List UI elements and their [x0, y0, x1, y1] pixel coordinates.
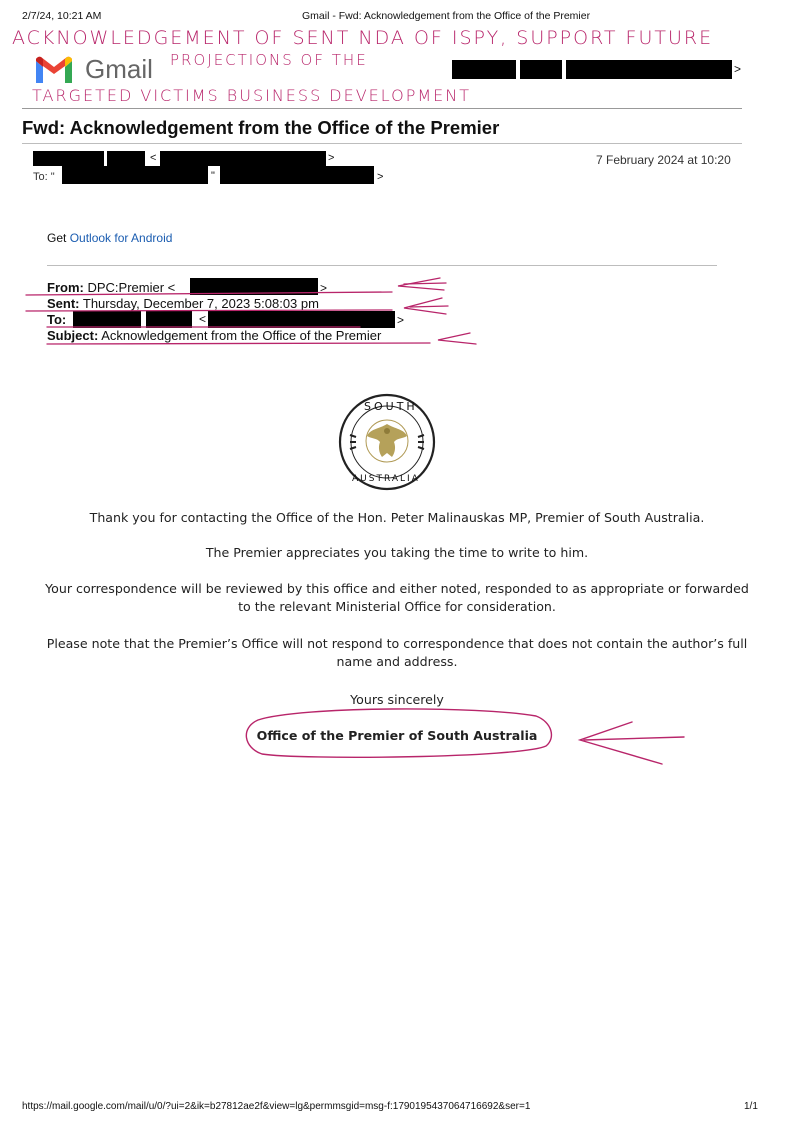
to-close-bracket: >: [377, 171, 384, 183]
handwritten-note-line-2: PROJECTIONS OF THE: [170, 51, 368, 69]
fwd-subject-value: Acknowledgement from the Office of the Premier: [101, 328, 382, 343]
body-paragraph-1: Thank you for contacting the Office of the Hon. Peter Malinauskas MP, Premier of South Australia.: [89, 510, 705, 525]
header-divider: [22, 108, 742, 109]
fwd-sent-label: Sent:: [47, 296, 80, 311]
sender-open-bracket: <: [150, 152, 157, 164]
redaction-box: [452, 60, 516, 79]
print-page-title: Gmail - Fwd: Acknowledgement from the Office of the Premier: [302, 10, 591, 22]
redaction-box: [520, 60, 562, 79]
to-quote: ": [211, 170, 215, 182]
signature: Office of the Premier of South Australia: [256, 728, 538, 743]
body-paragraph-3b: to the relevant Ministerial Office for consideration.: [238, 599, 556, 614]
sender-close-bracket: >: [328, 152, 335, 164]
pen-annotations-header: [0, 270, 794, 350]
fwd-to-label: To:: [47, 312, 67, 327]
get-outlook-line: [47, 231, 172, 245]
body-paragraph-4a: Please note that the Premier’s Office will not respond to correspondence that does not contain the author’s full: [46, 636, 748, 651]
fwd-to-open: <: [199, 312, 207, 326]
redaction-box: [33, 151, 104, 166]
redaction-box: [62, 166, 208, 184]
subject-divider: [22, 143, 742, 144]
seal-bottom-text: AUSTRALIA: [352, 474, 420, 484]
footer-url: https://mail.google.com/mail/u/0/?ui=2&ik=b27812ae2f&view=lg&permmsgid=msg-f:1790195437064716692&ser=1: [22, 1101, 531, 1112]
pen-annotations-signature: [0, 700, 794, 780]
account-bracket: >: [734, 62, 742, 76]
body-paragraph-4b: name and address.: [336, 654, 458, 669]
body-paragraph-3a: Your correspondence will be reviewed by this office and either noted, responded to as appropriate or forwarded: [45, 581, 749, 596]
gmail-wordmark: Gmail: [85, 54, 153, 84]
email-date: 7 February 2024 at 10:20: [596, 153, 731, 167]
fwd-from-close: >: [320, 281, 328, 295]
redaction-box: [107, 151, 145, 166]
fwd-from-label: From:: [47, 280, 84, 295]
handwritten-note-line-1: ACKNOWLEDGEMENT OF SENT NDA OF ISPY, SUPPORT FUTURE: [12, 27, 714, 49]
seal-top-text: SOUTH: [364, 400, 418, 413]
fwd-subject-label: Subject:: [47, 328, 99, 343]
outlook-for-android-link[interactable]: Outlook for Android: [69, 231, 173, 245]
body-paragraph-2: The Premier appreciates you taking the time to write to him.: [205, 545, 589, 560]
closing: Yours sincerely: [350, 692, 444, 707]
handwritten-note-line-3: TARGETED VICTIMS BUSINESS DEVELOPMENT: [32, 86, 472, 105]
redaction-box: [566, 60, 732, 79]
fwd-sent-value: Thursday, December 7, 2023 5:08:03 pm: [82, 296, 319, 311]
redaction-box: [160, 151, 326, 166]
email-subject: Fwd: Acknowledgement from the Office of the Premier: [22, 117, 500, 138]
forward-divider: [47, 265, 717, 266]
get-prefix: Get: [47, 231, 70, 245]
fwd-to-close: >: [397, 313, 405, 327]
page-number: 1/1: [744, 1101, 758, 1112]
redaction-box: [220, 166, 374, 184]
to-label: To: ": [33, 171, 55, 183]
print-datetime: 2/7/24, 10:21 AM: [22, 10, 102, 22]
gmail-logo-icon: [34, 55, 74, 85]
fwd-from-value: DPC:Premier <: [87, 280, 176, 295]
